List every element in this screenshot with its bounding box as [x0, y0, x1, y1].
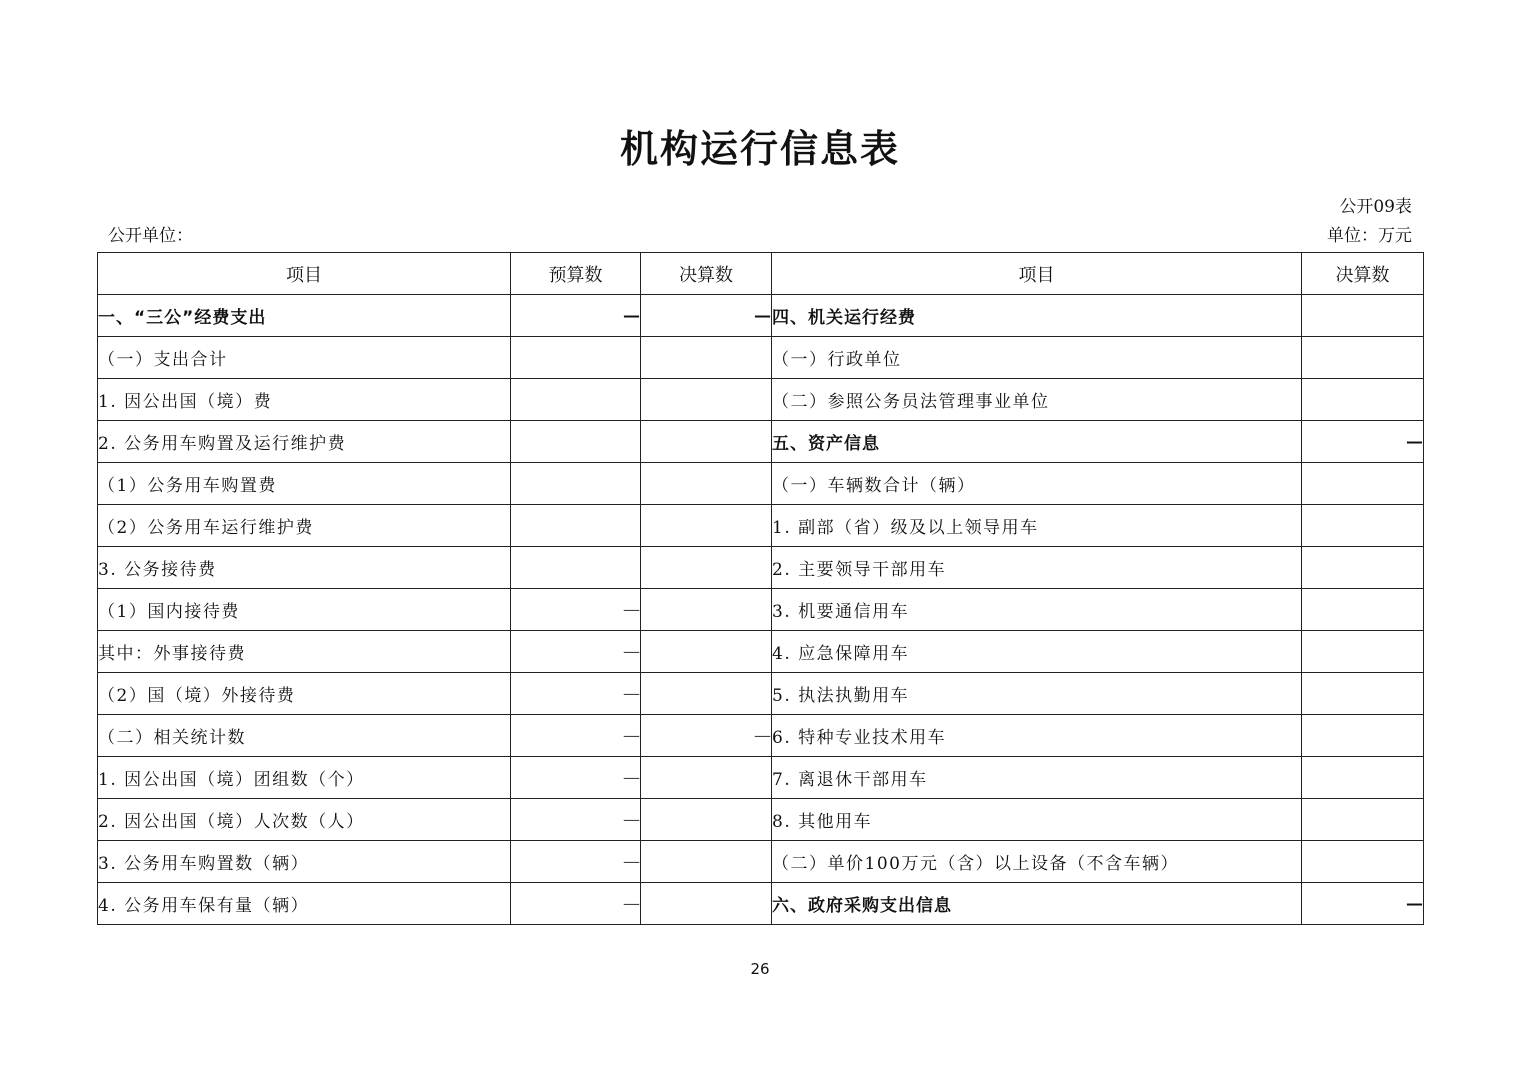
table-row [98, 673, 1424, 715]
right-item-cell: 4. 应急保障用车 [772, 631, 1302, 673]
table-row [98, 421, 1424, 463]
right-final-cell [1302, 673, 1424, 715]
left-item-cell: （二）相关统计数 [98, 715, 511, 757]
header-item-right: 项目 [772, 253, 1302, 295]
final-cell [641, 631, 772, 673]
right-item-cell: 8. 其他用车 [772, 799, 1302, 841]
header-final-right: 决算数 [1302, 253, 1424, 295]
table-row [98, 799, 1424, 841]
right-final-cell [1302, 463, 1424, 505]
table-row [98, 337, 1424, 379]
table-row [98, 883, 1424, 925]
budget-cell [511, 505, 641, 547]
left-item-cell: 3. 公务用车购置数（辆） [98, 841, 511, 883]
right-item-cell: （一）行政单位 [772, 337, 1302, 379]
left-item-cell: 3. 公务接待费 [98, 547, 511, 589]
budget-cell: — [511, 631, 641, 673]
table-row [98, 841, 1424, 883]
budget-cell: — [511, 799, 641, 841]
right-item-cell: 1. 副部（省）级及以上领导用车 [772, 505, 1302, 547]
right-item-cell: 2. 主要领导干部用车 [772, 547, 1302, 589]
budget-cell [511, 337, 641, 379]
right-final-cell [1302, 589, 1424, 631]
right-final-cell [1302, 379, 1424, 421]
right-item-cell: 四、机关运行经费 [772, 295, 1302, 337]
budget-cell: — [511, 715, 641, 757]
table-row [98, 505, 1424, 547]
right-item-cell: 6. 特种专业技术用车 [772, 715, 1302, 757]
final-cell [641, 379, 772, 421]
final-cell [641, 841, 772, 883]
right-item-cell: 7. 离退休干部用车 [772, 757, 1302, 799]
budget-cell: — [511, 883, 641, 925]
right-item-cell: （一）车辆数合计（辆） [772, 463, 1302, 505]
institution-operation-table [97, 252, 1424, 925]
right-final-cell [1302, 337, 1424, 379]
table-row [98, 631, 1424, 673]
right-final-cell: — [1302, 421, 1424, 463]
table-row [98, 757, 1424, 799]
left-item-cell: 2. 因公出国（境）人次数（人） [98, 799, 511, 841]
left-item-cell: 1. 因公出国（境）团组数（个） [98, 757, 511, 799]
table-row [98, 379, 1424, 421]
budget-cell: — [511, 673, 641, 715]
final-cell [641, 883, 772, 925]
final-cell [641, 673, 772, 715]
right-item-cell: 3. 机要通信用车 [772, 589, 1302, 631]
budget-cell: — [511, 757, 641, 799]
right-item-cell: 六、政府采购支出信息 [772, 883, 1302, 925]
right-final-cell [1302, 841, 1424, 883]
right-item-cell: 五、资产信息 [772, 421, 1302, 463]
budget-cell: — [511, 841, 641, 883]
currency-unit-label: 单位：万元 [1327, 226, 1412, 246]
right-final-cell: — [1302, 883, 1424, 925]
right-final-cell [1302, 715, 1424, 757]
right-final-cell [1302, 505, 1424, 547]
left-item-cell: （2）公务用车运行维护费 [98, 505, 511, 547]
budget-cell [511, 547, 641, 589]
header-item-left: 项目 [98, 253, 511, 295]
publishing-unit-label: 公开单位： [108, 226, 193, 246]
table-row [98, 589, 1424, 631]
left-item-cell: （1）公务用车购置费 [98, 463, 511, 505]
left-item-cell: 一、“三公”经费支出 [98, 295, 511, 337]
right-final-cell [1302, 757, 1424, 799]
page-number: 26 [750, 960, 770, 978]
right-item-cell: 5. 执法执勤用车 [772, 673, 1302, 715]
budget-cell [511, 421, 641, 463]
left-item-cell: 其中：外事接待费 [98, 631, 511, 673]
left-item-cell: （2）国（境）外接待费 [98, 673, 511, 715]
budget-cell [511, 463, 641, 505]
header-final-left: 决算数 [641, 253, 772, 295]
right-item-cell: （二）单价100万元（含）以上设备（不含车辆） [772, 841, 1302, 883]
right-item-cell: （二）参照公务员法管理事业单位 [772, 379, 1302, 421]
left-item-cell: 4. 公务用车保有量（辆） [98, 883, 511, 925]
final-cell [641, 547, 772, 589]
header-budget: 预算数 [511, 253, 641, 295]
final-cell [641, 421, 772, 463]
table-row [98, 715, 1424, 757]
page-title: 机构运行信息表 [619, 127, 900, 171]
right-final-cell [1302, 295, 1424, 337]
final-cell: — [641, 715, 772, 757]
budget-cell: — [511, 295, 641, 337]
final-cell [641, 337, 772, 379]
right-final-cell [1302, 547, 1424, 589]
left-item-cell: （1）国内接待费 [98, 589, 511, 631]
final-cell [641, 505, 772, 547]
table-row [98, 463, 1424, 505]
form-number: 公开09表 [1339, 197, 1412, 217]
budget-cell: — [511, 589, 641, 631]
table-row [98, 547, 1424, 589]
final-cell [641, 589, 772, 631]
final-cell [641, 799, 772, 841]
left-item-cell: 2. 公务用车购置及运行维护费 [98, 421, 511, 463]
right-final-cell [1302, 799, 1424, 841]
table-header-row [98, 253, 1424, 295]
final-cell [641, 463, 772, 505]
right-final-cell [1302, 631, 1424, 673]
final-cell: — [641, 295, 772, 337]
left-item-cell: 1. 因公出国（境）费 [98, 379, 511, 421]
budget-cell [511, 379, 641, 421]
final-cell [641, 757, 772, 799]
left-item-cell: （一）支出合计 [98, 337, 511, 379]
table-row [98, 295, 1424, 337]
